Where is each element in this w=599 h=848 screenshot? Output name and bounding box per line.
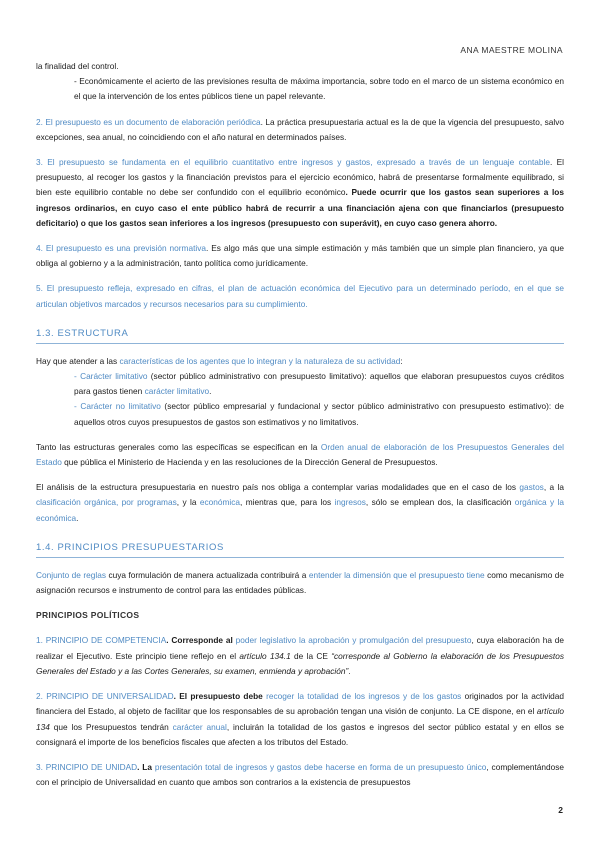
subheading-political-principles: PRINCIPIOS POLÍTICOS	[36, 610, 140, 621]
paragraph-structure-analysis: El análisis de la estructura presupuestaria en nuestro país nos obliga a contemplar varias modalidades que en el caso de los gastos, a la clasificación orgánica, por programas, y la económica, mientras que, para los ingresos, sólo se emplean dos, la clasificación orgánica y la económica.	[36, 482, 564, 523]
paragraph-periodic-document: 2. El presupuesto es un documento de elaboración periódica. La práctica presupuestaria actual es la de que la vigencia del presupuesto, salvo excepciones, sea anual, no coincidiendo con el año natural en determinados países.	[36, 116, 564, 142]
paragraph-annual-order: Tanto las estructuras generales como las específicas se especifican en la Orden anual de elaboración de los Presupuestos Generales del Estado que pública el Ministerio de Hacienda y en las resoluciones de la Dirección General de Presupuestos.	[36, 441, 564, 468]
paragraph-agents: Hay que atender a las características de los agentes que lo integran y la naturaleza de su actividad:	[36, 355, 403, 366]
paragraph-control-end: la finalidad del control.	[36, 61, 119, 71]
section-heading-estructura: 1.3. ESTRUCTURA	[36, 326, 564, 344]
list-item-no-limitativo: - Carácter no limitativo (sector público empresarial y fundacional y sector público administrativo con presupuesto estimativo): de aquellos otros cuyos presupuestos de gastos son estimativos y no limitativos.	[74, 401, 564, 427]
highlight-action-plan: 5. El presupuesto refleja, expresado en cifras, el plan de actuación económica del Ejecutivo para un determinado período, en el que se articulan objetivos marcados y recursos necesarios para su cumplimiento.	[36, 283, 564, 309]
paragraph-universalidad: 2. PRINCIPIO DE UNIVERSALIDAD. El presupuesto debe recoger la totalidad de los ingresos y de los gastos originados por la actividad financiera del Estado, al objeto de facilitar que los responsables de su aprobación tengan una visión de conjunto. La CE dispone, en el artículo 134 que los Presupuestos tendrán carácter anual, incluirán la totalidad de los gastos e ingresos del sector público estatal y en ellos se consignará el importe de los beneficios fiscales que afecten a los tributos del Estado.	[36, 691, 565, 747]
paragraph-competencia: 1. PRINCIPIO DE COMPETENCIA. Corresponde al poder legislativo la aprobación y promulgación del presupuesto, cuya elaboración ha de realizar el Ejecutivo. Este principio tiene reflejo en el artículo 134.1 de la CE “corresponde al Gobierno la elaboración de los Presupuestos Generales del Estado y a las Cortes Generales, su examen, enmienda y aprobación”.	[36, 635, 565, 676]
paragraph-unidad: 3. PRINCIPIO DE UNIDAD. La presentación total de ingresos y gastos debe hacerse en forma de un presupuesto único, complementándose con el principio de Universalidad en cuanto que ambos son contrarios a la existencia de presupuestos	[36, 761, 564, 788]
paragraph-action-plan	[36, 281, 564, 311]
author-header: ANA MAESTRE MOLINA	[460, 45, 563, 55]
paragraph-economic-importance: - Económicamente el acierto de las previsiones resulta de máxima importancia, sobre todo en el marco de un sistema económico en el que la intervención de los entes públicos tiene un papel relevante.	[74, 76, 564, 102]
page-content	[36, 59, 564, 790]
highlight-balance: 3. El presupuesto se fundamenta en el equilibrio cuantitativo entre ingresos y gastos, expresado a través de un lenguaje contable	[36, 157, 550, 168]
page-number: 2	[558, 805, 563, 815]
paragraph-set-of-rules: Conjunto de reglas cuya formulación de manera actualizada contribuirá a entender la dimensión que el presupuesto tiene como mecanismo de asignación recursos e instrumento de control para las entidades públicas.	[36, 569, 565, 596]
section-heading-principios: 1.4. PRINCIPIOS PRESUPUESTARIOS	[36, 540, 564, 558]
paragraph-normative-forecast: 4. El presupuesto es una previsión normativa. Es algo más que una simple estimación y más también que un simple plan financiero, ya que obliga al gobierno y a la administración, tanto política como jurídicamente.	[36, 243, 565, 269]
highlight-normative: 4. El presupuesto es una previsión normativa	[36, 243, 206, 254]
list-item-limitativo: - Carácter limitativo (sector público administrativo con presupuesto limitativo): aquellos que elaboran presupuestos cuyos créditos para gastos tienen carácter limitativo.	[74, 371, 564, 397]
paragraph-quantitative-balance: 3. El presupuesto se fundamenta en el equilibrio cuantitativo entre ingresos y gastos, expresado a través de un lenguaje contable. El presupuesto, al recoger los gastos y la financiación previstos para el ejercicio económico, habrá de presentarse formalmente equilibrado, si bien este equilibrio contable no debe ser confundido con el equilibrio económico. Puede ocurrir que los gastos sean superiores a los ingresos ordinarios, en cuyo caso el ente público habrá de recurrir a una financiación ajena con que financiarlos (presupuesto deficitario) o que los gastos sean inferiores a los ingresos (presupuesto con superávit), en cuyo caso genera ahorro.	[36, 157, 564, 228]
highlight-periodic: 2. El presupuesto es un documento de elaboración periódica	[36, 116, 261, 127]
